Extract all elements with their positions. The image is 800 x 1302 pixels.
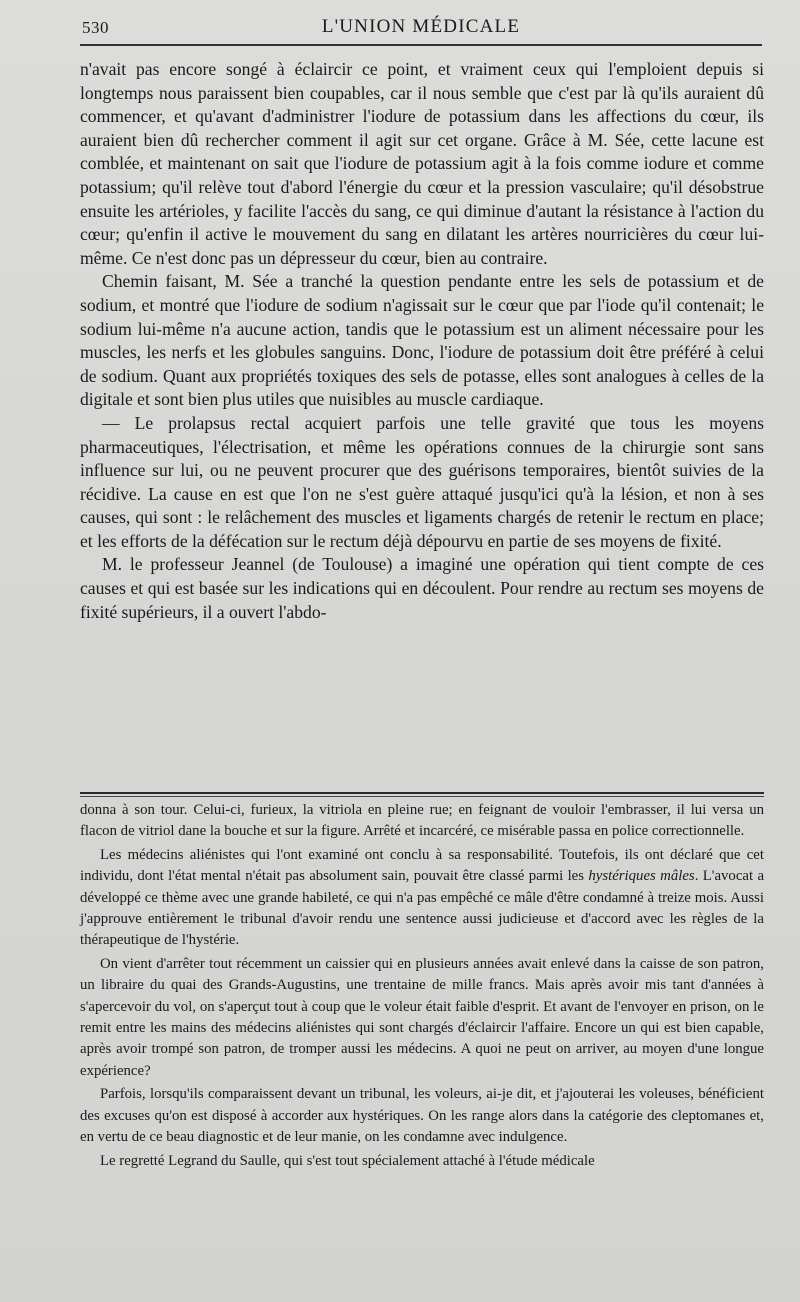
- footnote-paragraph-4: Parfois, lorsqu'ils comparaissent devant un tribunal, les voleurs, ai-je dit, et j'ajouterai les voleuses, bénéficient des excuses qu'on est disposé à accorder aux hystériques. On les range alors dans la catégorie des cleptomanes et, en vertu de ce beau diagnostic et de leur manie, on les condamne avec indulgence.: [80, 1086, 764, 1146]
- header-rule: [80, 44, 762, 46]
- footnote-paragraph-1: donna à son tour. Celui-ci, furieux, la vitriola en pleine rue; en feignant de vouloir l'embrasser, il lui versa un flacon de vitriol dane la bouche et sur la figure. Arrêté et incarcéré, ce misérable passa en police correctionnelle.: [80, 802, 764, 840]
- footnote-2-text-b: . L'avocat a développé ce thème avec une grande habileté, ce qui n'a pas empêché ce mâle d'être condamné à treize mois. Aussi j'approuve entièrement le tribunal d'avoir rendu une sentence aussi judicieuse et d'accord avec les règles de la thérapeutique de l'hystérie.: [80, 868, 765, 949]
- running-title: L'UNION MÉDICALE: [321, 16, 521, 37]
- footnote-2-text-a: Les médecins aliénistes qui l'ont examiné ont conclu à sa responsabilité. Toutefois, ils ont déclaré que cet individu, dont l'état mental n'était pas absolument sain, pouvait être classé parmi les: [80, 846, 764, 885]
- footnote-paragraph-2: [80, 845, 764, 952]
- paragraph-2: Chemin faisant, M. Sée a tranché la question pendante entre les sels de potassium et de sodium, et montré que l'iodure de sodium n'agissait sur le cœur que par l'iode qu'il contenait; le sodium lui-même n'a aucune action, tandis que le potassium est un aliment nécessaire pour les muscles, les nerfs et les globules sanguins. Donc, l'iodure de potassium doit être préféré à celui de sodium. Quant aux propriétés toxiques des sels de potasse, elles sont analogues à celles de la digitale et sont bien plus utiles que nuisibles au muscle cardiaque.: [80, 271, 764, 410]
- main-text: [80, 58, 764, 624]
- footnote-paragraph-5: Le regretté Legrand du Saulle, qui s'est tout spécialement attaché à l'étude médicale: [100, 1152, 595, 1169]
- footnotes: [80, 800, 764, 1174]
- page-header: [80, 14, 762, 44]
- paragraph-1: n'avait pas encore songé à éclaircir ce point, et vraiment ceux qui l'emploient depuis si longtemps nous paraissent bien coupables, car il nous semble que c'est par là qu'ils auraient dû commencer, et qu'avant d'administrer l'iodure de potassium dans les affections du cœur, ils auraient bien dû rechercher comment il agit sur cet organe. Grâce à M. Sée, cette lacune est comblée, et maintenant on sait que l'iodure de potassium agit à la fois comme iodure et comme potassium; qu'il relève tout d'abord l'énergie du cœur et la pression vasculaire; qu'il désobstrue ensuite les artérioles, y facilite l'accès du sang, ce qui diminue d'autant la résistance à l'action du cœur; qu'enfin il active le mouvement du sang en dilatant les artères nourricières du cœur lui-même. Ce n'est donc pas un dépresseur du cœur, bien au contraire.: [80, 59, 764, 268]
- paragraph-3: — Le prolapsus rectal acquiert parfois une telle gravité que tous les moyens pharmaceutiques, l'électrisation, et même les opérations connues de la chirurgie sont sans influence sur lui, ou ne peuvent procurer que des guérisons temporaires, bientôt suivies de la récidive. La cause en est que l'on ne s'est guère attaqué jusqu'ici qu'à la lésion, et non à ses causes, qui sont : le relâchement des muscles et ligaments chargés de retenir le rectum en place; et les efforts de la défécation sur le rectum déjà dépourvu en partie de ses moyens de fixité.: [80, 412, 764, 551]
- footnote-paragraph-3: On vient d'arrêter tout récemment un caissier qui en plusieurs années avait enlevé dans la caisse de son patron, un libraire du quai des Grands-Augustins, une trentaine de mille francs. Mais après avoir mis tant d'années à s'apercevoir du vol, on s'aperçut tout à coup que le voleur était faible d'esprit. Et avant de l'envoyer en prison, on le remit entre les mains des médecins aliénistes qui sont chargés d'éclaircir l'affaire. Encore un qui est bien capable, après avoir trompé son patron, de tromper aussi les médecins. A quoi ne peut on arriver, au moyen d'une longue expérience?: [80, 955, 764, 1079]
- footnote-rule-thin: [80, 796, 764, 797]
- footnote-2-italic: hystériques mâles: [588, 868, 695, 885]
- page-number: 530: [82, 18, 109, 37]
- footnote-rule: [80, 792, 764, 794]
- paragraph-4: M. le professeur Jeannel (de Toulouse) a imaginé une opération qui tient compte de ces causes et qui est basée sur les indications qui en découlent. Pour rendre au rectum ses moyens de fixité supérieurs, il a ouvert l'abdo-: [80, 554, 764, 622]
